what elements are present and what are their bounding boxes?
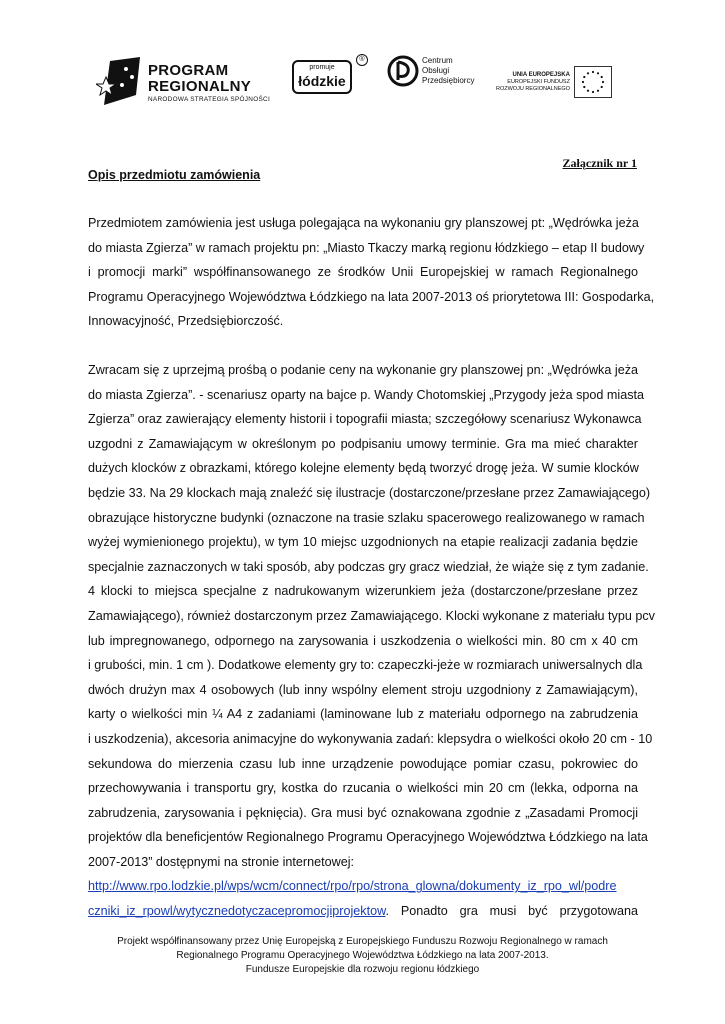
footer-line3: Fundusze Europejskie dla rozwoju regionu łódzkiego xyxy=(245,964,480,975)
text-line: obrazujące historyczne budynki (oznaczone na trasie szlaku spacerowego realizowanego w ramach xyxy=(88,510,645,525)
text-line: Zgierza” oraz zawierający elementy historii i topografii miasta; szczegółowy scenariusz Wykonawca xyxy=(88,412,642,427)
program-regionalny-logo xyxy=(96,52,270,114)
eu-flag-icon xyxy=(574,66,612,98)
registered-mark-icon: ® xyxy=(356,54,368,66)
ue-logo-line2: EUROPEJSKI FUNDUSZ xyxy=(507,78,570,85)
text-line: zabrudzenia, zarysowania i pęknięcia). Gra musi być oznakowana zgodnie z „Zasadami Promocji xyxy=(88,805,638,820)
centrum-obslugi-logo xyxy=(386,54,474,88)
text-line: wyżej wymienionego projektu), w tym 10 miejsc uzgodnionych na etapie realizacji zadania będzie xyxy=(88,535,638,550)
text-line: lub impregnowanego, odpornego na zarysowania i uszkodzenia o wielkości min. 80 cm x 40 cm xyxy=(88,633,638,648)
text-line: Przedmiotem zamówienia jest usługa polegająca na wykonaniu gry planszowej pt: „Wędrówka jeża xyxy=(88,216,639,230)
text-line: przechowywania i transportu gry, kostka do rzucania o wielkości min 20 cm (lekka, odporna na xyxy=(88,781,638,796)
rpo-guidelines-link-part1[interactable]: http://www.rpo.lodzkie.pl/wps/wcm/connect/rpo/rpo/strona_glowna/dokumenty_iz_rpo_wl/podre xyxy=(88,879,617,894)
document-title: Opis przedmiotu zamówienia xyxy=(88,168,261,182)
text-line: i promocji marki” współfinansowanego ze środków Unii Europejskiej w ramach Regionalnego xyxy=(88,265,638,280)
text-line: do miasta Zgierza”. - scenariusz oparty na bajce p. Wandy Chotomskiej „Przygody jeża spod miasta xyxy=(88,387,644,402)
text-after-link: . Ponadto gra musi być przygotowana xyxy=(385,904,638,919)
cop-logo-line1: Centrum xyxy=(422,56,453,65)
paragraph-subject xyxy=(88,211,655,334)
program-logo-line1: PROGRAM xyxy=(148,61,229,79)
text-line: dwóch drużyn max 4 osobowych (lub inny wspólny element stroju uzgodniony z Zamawiającym), xyxy=(88,682,638,697)
text-line: dużych klocków z obrazkami, którego kolejne elementy będą tworzyć drogę jeża. W sumie klocków xyxy=(88,461,639,476)
paragraph-request xyxy=(88,358,655,924)
footer xyxy=(0,935,725,977)
text-line: Zwracam się z uprzejmą prośbą o podanie ceny na wykonanie gry planszowej pn: „Wędrówka jeża xyxy=(88,363,638,377)
text-line: specjalnie zaznaczonych w taki sposób, aby podczas gry gracz wiedział, że wiąże się z tym zadanie. xyxy=(88,559,649,574)
text-line: 2007-2013” dostępnymi na stronie internetowej: xyxy=(88,854,355,869)
program-regionalny-emblem-icon xyxy=(96,55,144,111)
footer-line1: Projekt współfinansowany przez Unię Europejską z Europejskiego Funduszu Rozwoju Regionalnego w ramach xyxy=(117,936,608,947)
text-line: sekundowa do mierzenia czasu lub inne urządzenie powodujące pomiar czasu, pokrowiec do xyxy=(88,756,638,771)
ue-logo-line3: ROZWOJU REGIONALNEGO xyxy=(496,85,570,92)
text-line: karty o wielkości min ¼ A4 z zadaniami (laminowane lub z materiału odpornego na zabrudzenia xyxy=(88,707,638,722)
ue-logo-line1: UNIA EUROPEJSKA xyxy=(512,71,570,78)
cop-logo-line3: Przedsiębiorcy xyxy=(422,76,475,85)
cop-emblem-icon xyxy=(386,54,420,88)
rpo-guidelines-link-part2[interactable]: czniki_iz_rpowl/wytycznedotyczacepromocjiprojektow xyxy=(88,904,386,919)
header-logos xyxy=(96,52,636,114)
cop-logo-line2: Obsługi xyxy=(422,66,450,75)
program-logo-line3: NARODOWA STRATEGIA SPÓJNOŚCI xyxy=(148,95,271,103)
text-line: uzgodni z Zamawiającym w określonym po podpisaniu umowy terminie. Gra ma mieć charakter xyxy=(88,436,638,451)
footer-line2: Regionalnego Programu Operacyjnego Województwa Łódzkiego na lata 2007-2013. xyxy=(176,950,549,961)
unia-europejska-logo xyxy=(496,66,612,98)
text-line: do miasta Zgierza” w ramach projektu pn: „Miasto Tkaczy marką regionu łódzkiego – etap II budowy xyxy=(88,240,645,255)
promuje-lodzkie-logo xyxy=(292,56,365,94)
text-line: projektów dla beneficjentów Regionalnego Programu Operacyjnego Województwa Łódzkiego na lata xyxy=(88,830,648,845)
text-line: Innowacyjność, Przedsiębiorczość. xyxy=(88,314,284,329)
text-line: i grubości, min. 1 cm ). Dodatkowe elementy gry to: czapeczki-jeże w rozmiarach uniwersalnych dla xyxy=(88,658,643,673)
annex-label: Załącznik nr 1 xyxy=(562,156,637,170)
link-line xyxy=(88,874,638,899)
text-line: Programu Operacyjnego Województwa Łódzkiego na lata 2007-2013 oś priorytetowa III: Gospodarka, xyxy=(88,289,655,304)
link-line xyxy=(88,899,638,924)
text-line: będzie 33. Na 29 klockach mają znaleźć się ilustracje (dostarczone/przesłane przez Zamawiającego) xyxy=(88,485,651,500)
text-line: i uszkodzenia), akcesoria animacyjne do wykonywania zadań: klepsydra o wielkości około 20 cm - 10 xyxy=(88,731,653,746)
text-line: Zamawiającego), również dostarczonym przez Zamawiającego. Klocki wykonane z materiału typu pcv xyxy=(88,608,655,623)
lodzkie-logo-big: łódzkie xyxy=(298,73,346,89)
program-logo-line2: REGIONALNY xyxy=(148,77,252,95)
lodzkie-logo-small: promuje xyxy=(309,64,335,71)
text-line: 4 klocki to miejsca specjalne z nadrukowanym wizerunkiem jeża (dostarczone/przesłane przez xyxy=(88,584,638,599)
